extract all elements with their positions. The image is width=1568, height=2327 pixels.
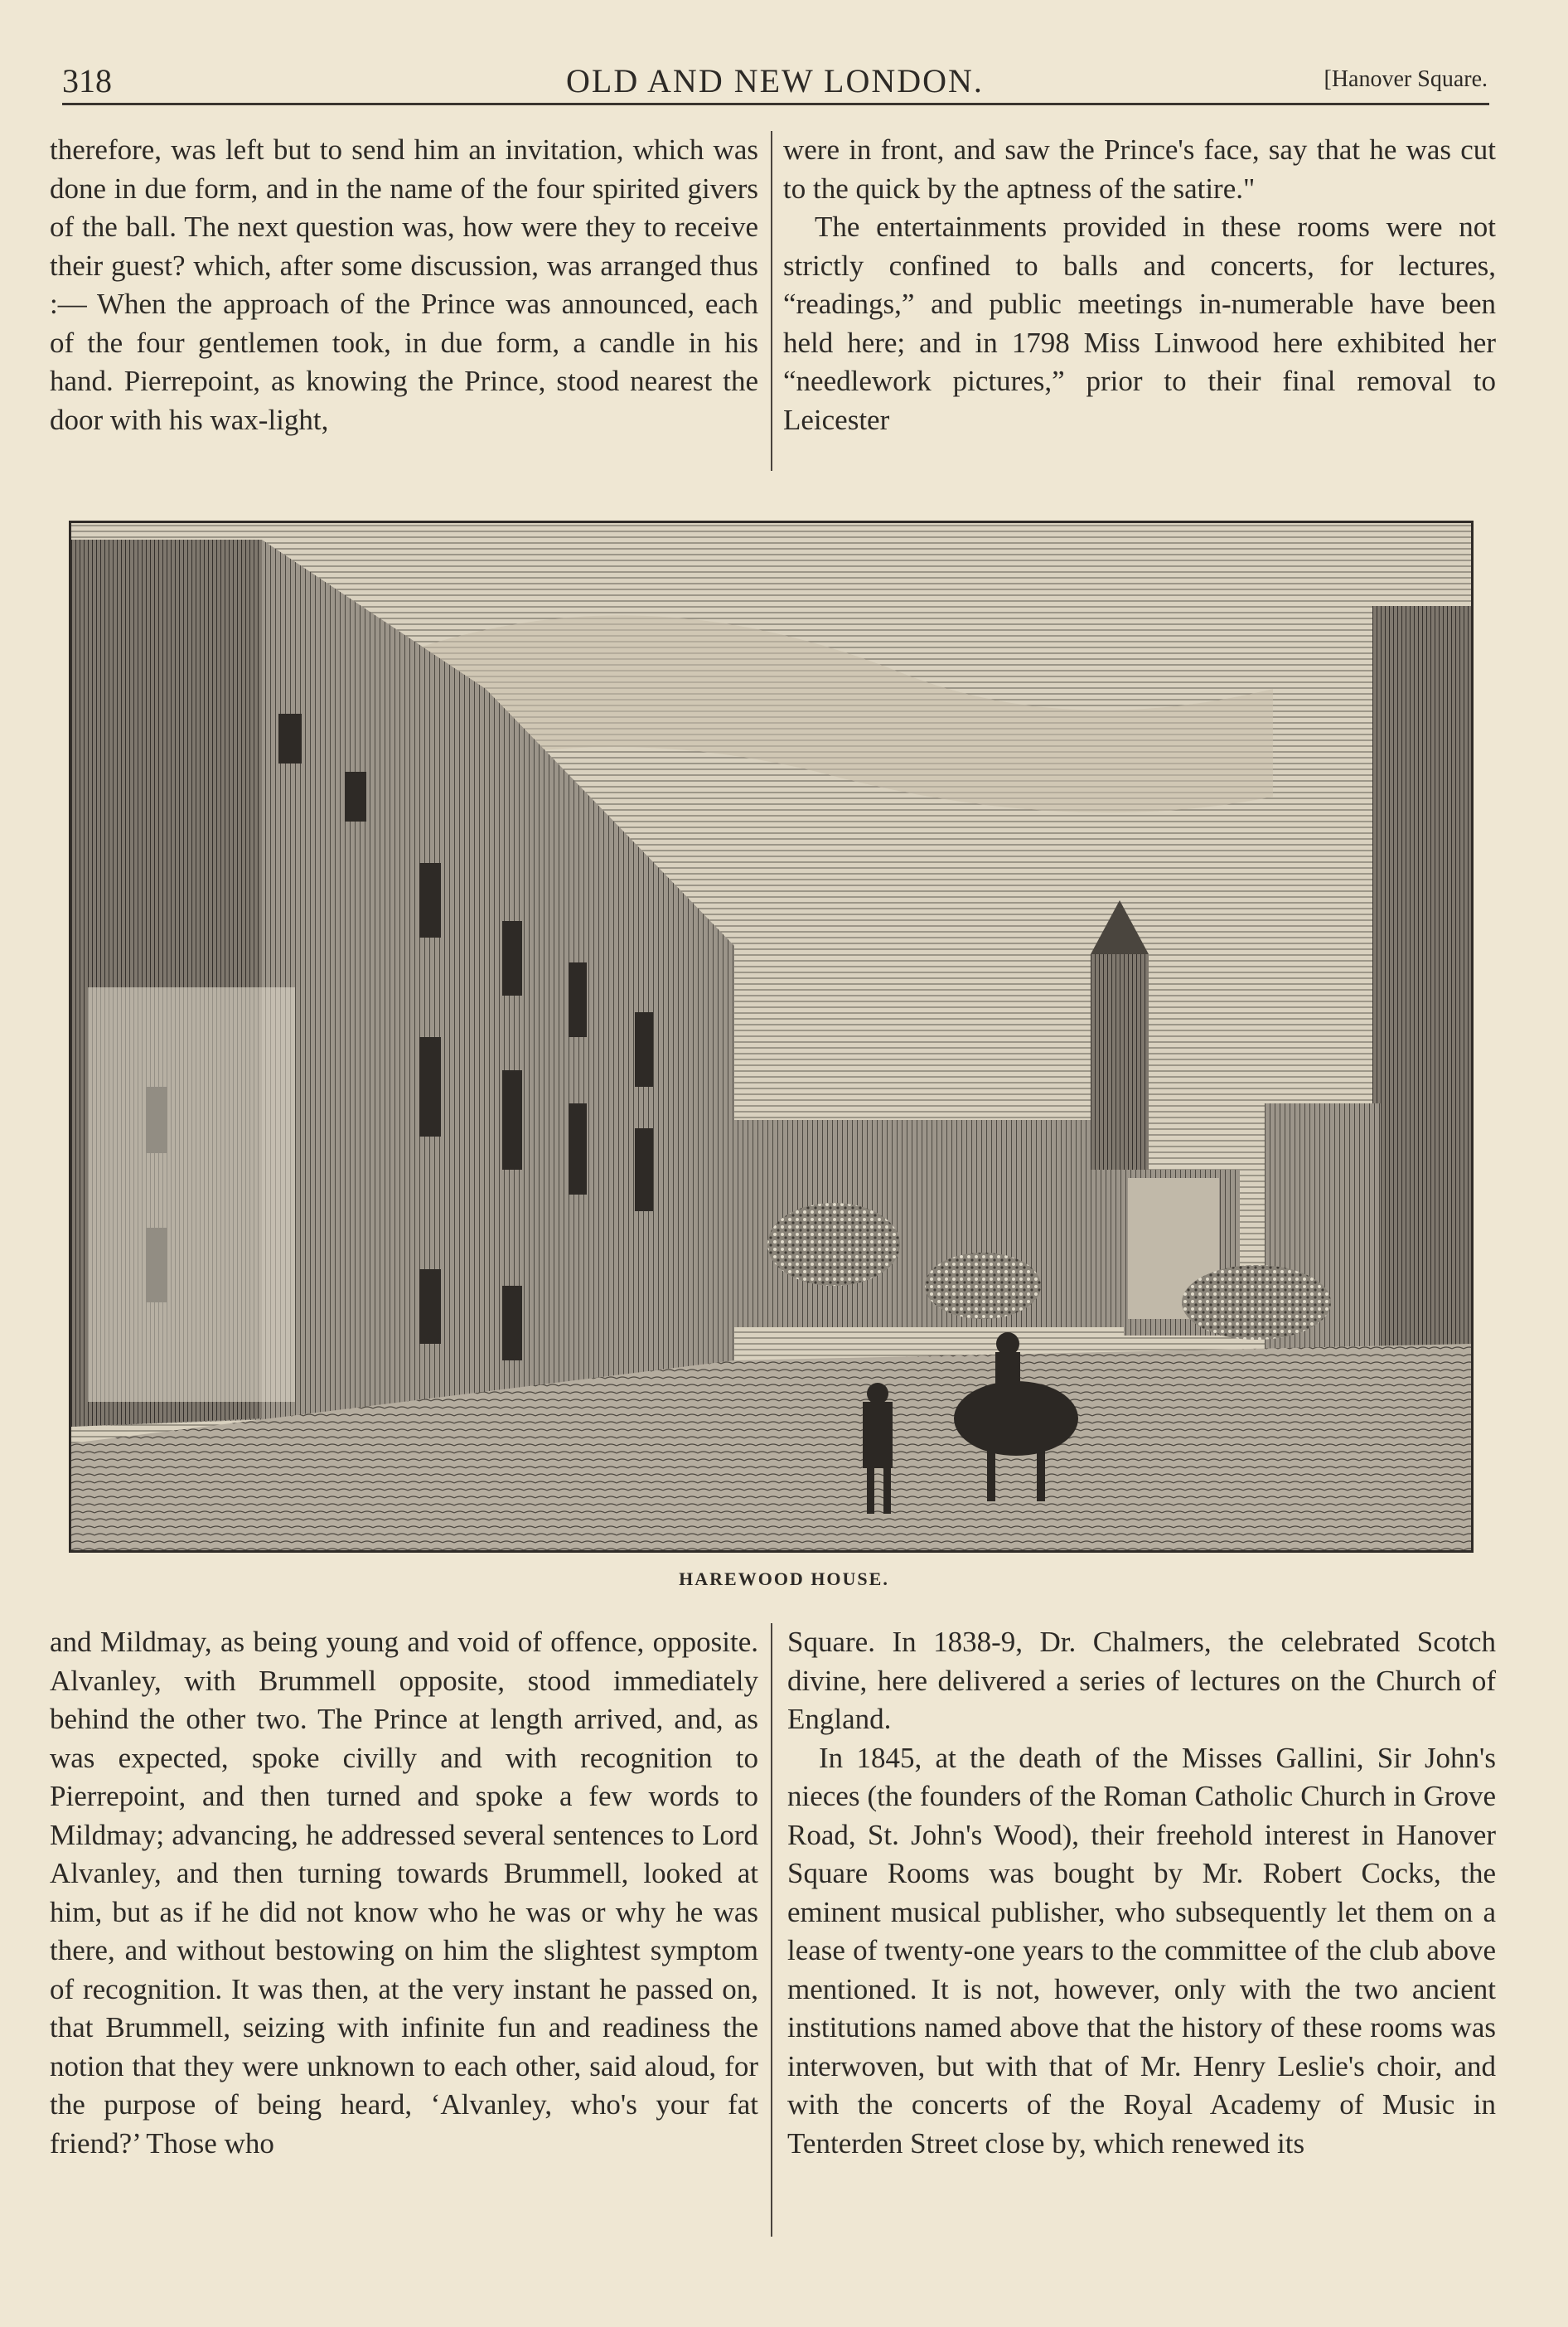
column-divider-bottom: [771, 1623, 772, 2237]
paragraph: In 1845, at the death of the Misses Gallini, Sir John's nieces (the founders of the Roman Catholic Church in Grove Road, St. John's Wood), their freehold interest in Hanover Square Rooms was bought by Mr. Robert Cocks, the eminent musical publisher, who subsequently let them on a lease of twenty-one years to the committee of the club above mentioned. It is not, however, only with the two ancient institutions named above that the history of these rooms was interwoven, but with that of Mr. Henry Leslie's choir, and with the concerts of the Royal Academy of Music in Tenterden Street close by, which renewed its: [787, 1741, 1496, 2160]
running-title: OLD AND NEW LONDON.: [566, 62, 984, 99]
harewood-house-engraving: [69, 521, 1474, 1553]
column-divider-top: [771, 131, 772, 471]
header-rule: [62, 103, 1489, 105]
section-tag: [Hanover Square.: [1324, 66, 1488, 92]
paragraph: therefore, was left but to send him an invitation, which was done in due form, and in the name of the four spirited givers of the ball. The next question was, how were they to receive their guest? which, after some discussion, was arranged thus :— When the approach of the Prince was announced, each of the four gentlemen took, in due form, a candle in his hand. Pierrepoint, as knowing the Prince, stood nearest the door with his wax-light,: [50, 133, 758, 436]
page-number: 318: [62, 62, 112, 99]
page-header: [62, 58, 1488, 108]
paragraph: The entertainments provided in these rooms were not strictly confined to balls and concerts, for lectures, “readings,” and public meetings in-numerable have been held here; and in 1798 Miss Linwood here exhibited her “needlework pictures,” prior to their final removal to Leicester: [783, 211, 1496, 436]
top-left-column: [50, 131, 758, 439]
top-right-column: [783, 131, 1496, 439]
paragraph: Square. In 1838-9, Dr. Chalmers, the celebrated Scotch divine, here delivered a series of lectures on the Church of England.: [787, 1626, 1496, 1735]
engraving-illustration: [71, 523, 1471, 1550]
paragraph: were in front, and saw the Prince's face, say that he was cut to the quick by the aptness of the satire.": [783, 133, 1496, 205]
paragraph: and Mildmay, as being young and void of offence, opposite. Alvanley, with Brummell opposite, stood immediately behind the other two. The Prince at length arrived, and, as was expected, spoke civilly and with recognition to Pierrepoint, and then turned and spoke a few words to Mildmay; advancing, he addressed several sentences to Lord Alvanley, and then turning towards Brummell, looked at him, but as if he did not know who he was or why he was there, and without bestowing on him the slightest symptom of recognition. It was then, at the very instant he passed on, that Brummell, seizing with infinite fun and readiness the notion that they were unknown to each other, said aloud, for the purpose of being heard, ‘Alvanley, who's your fat friend?’ Those who: [50, 1626, 758, 2160]
bottom-left-column: [50, 1623, 758, 2163]
figure-caption: HAREWOOD HOUSE.: [679, 1568, 889, 1589]
bottom-right-column: [787, 1623, 1496, 2163]
